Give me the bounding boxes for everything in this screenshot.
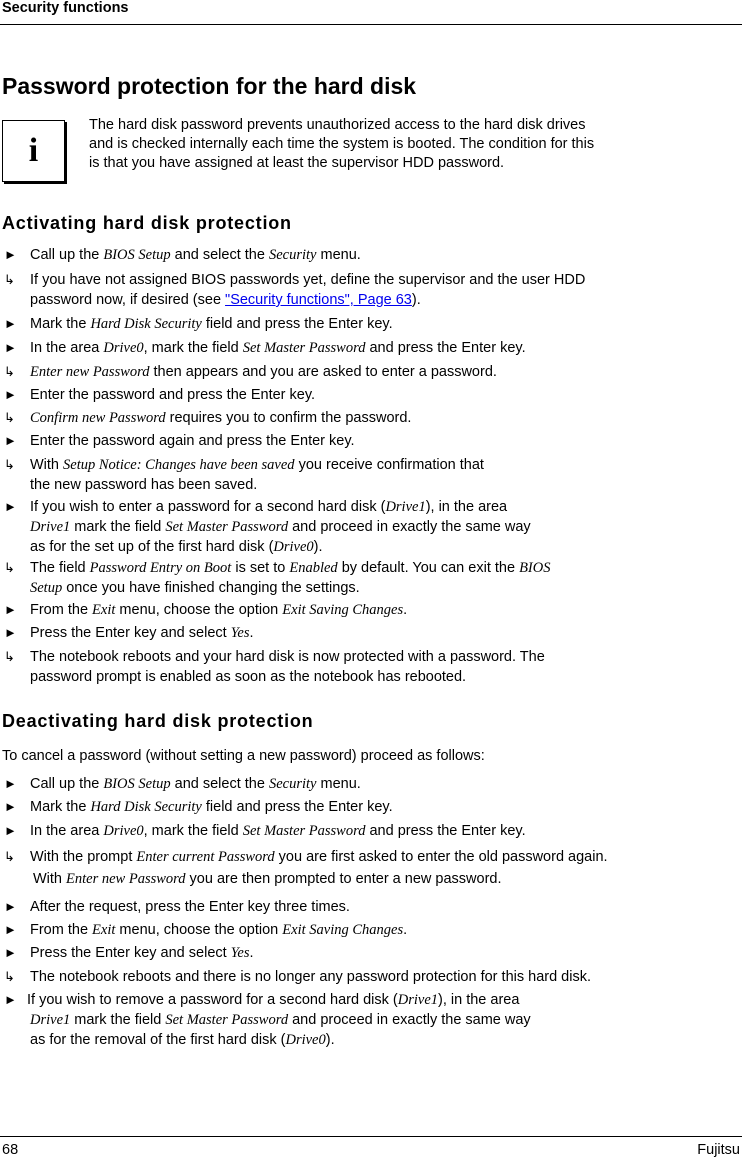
step-item: Mark the Hard Disk Security field and press the Enter key. xyxy=(30,799,393,815)
step-item: Call up the BIOS Setup and select the Security menu. xyxy=(30,247,361,263)
step-arrow-icon: ► xyxy=(4,387,17,402)
step-item: In the area Drive0, mark the field Set Master Password and press the Enter key. xyxy=(30,823,526,839)
result-arrow-icon: ↳ xyxy=(4,457,15,472)
step-arrow-icon: ► xyxy=(4,316,17,331)
info-text xyxy=(89,116,699,173)
step-arrow-icon: ► xyxy=(4,602,17,617)
step-arrow-icon: ► xyxy=(4,499,17,514)
footer-divider xyxy=(0,1136,742,1137)
step-arrow-icon: ► xyxy=(4,945,17,960)
step-arrow-icon: ► xyxy=(4,922,17,937)
step-item: Press the Enter key and select Yes. xyxy=(30,945,254,961)
result-arrow-icon: ↳ xyxy=(4,410,15,425)
step-arrow-icon: ► xyxy=(4,899,17,914)
section-heading-deactivating: Deactivating hard disk protection xyxy=(2,711,314,731)
step-arrow-icon: ► xyxy=(4,799,17,814)
step-item: Call up the BIOS Setup and select the Security menu. xyxy=(30,776,361,792)
result-item-continued: Setup once you have finished changing the settings. xyxy=(30,580,360,596)
result-arrow-icon: ↳ xyxy=(4,364,15,379)
page-number: 68 xyxy=(2,1142,19,1158)
result-item: With Setup Notice: Changes have been saved you receive confirmation that xyxy=(30,457,484,473)
result-item: Enter new Password then appears and you are asked to enter a password. xyxy=(30,364,497,380)
info-icon: i xyxy=(2,120,65,182)
step-item-continued: Drive1 mark the field Set Master Password and proceed in exactly the same way xyxy=(30,519,531,535)
page-title: Password protection for the hard disk xyxy=(2,73,417,99)
step-item: After the request, press the Enter key three times. xyxy=(30,899,350,915)
page-header-title: Security functions xyxy=(2,0,129,16)
footer-brand: Fujitsu xyxy=(697,1142,740,1158)
step-item: If you wish to enter a password for a second hard disk (Drive1), in the area xyxy=(30,499,508,515)
result-item: The field Password Entry on Boot is set to Enabled by default. You can exit the BIOS xyxy=(30,560,551,576)
step-arrow-icon: ► xyxy=(4,247,17,262)
step-item-continued: as for the removal of the first hard disk (Drive0). xyxy=(30,1032,335,1048)
result-item-continued: the new password has been saved. xyxy=(30,477,258,493)
step-item: Enter the password again and press the Enter key. xyxy=(30,433,355,449)
result-item: Confirm new Password requires you to confirm the password. xyxy=(30,410,412,426)
result-arrow-icon: ↳ xyxy=(4,560,15,575)
security-functions-link[interactable]: "Security functions", Page 63 xyxy=(225,292,412,308)
result-item-continued: password prompt is enabled as soon as the notebook has rebooted. xyxy=(30,669,467,685)
result-item: The notebook reboots and your hard disk is now protected with a password. The xyxy=(30,649,545,665)
step-arrow-icon: ► xyxy=(4,433,17,448)
result-item: If you have not assigned BIOS passwords yet, define the supervisor and the user HDD xyxy=(30,272,586,288)
result-item: The notebook reboots and there is no longer any password protection for this hard disk. xyxy=(30,969,591,985)
step-item: In the area Drive0, mark the field Set Master Password and press the Enter key. xyxy=(30,340,526,356)
result-item: With the prompt Enter current Password you are first asked to enter the old password again. xyxy=(30,849,608,865)
result-item-continued: With Enter new Password you are then prompted to enter a new password. xyxy=(33,871,502,887)
step-item: From the Exit menu, choose the option Exit Saving Changes. xyxy=(30,922,408,938)
step-arrow-icon: ► xyxy=(4,776,17,791)
step-arrow-icon: ► xyxy=(4,625,17,640)
step-item: Mark the Hard Disk Security field and press the Enter key. xyxy=(30,316,393,332)
result-arrow-icon: ↳ xyxy=(4,272,15,287)
result-arrow-icon: ↳ xyxy=(4,649,15,664)
info-line: and is checked internally each time the system is booted. The condition for this xyxy=(89,136,595,152)
step-item: From the Exit menu, choose the option Exit Saving Changes. xyxy=(30,602,408,618)
info-line: is that you have assigned at least the supervisor HDD password. xyxy=(89,155,505,171)
deactivating-intro: To cancel a password (without setting a new password) proceed as follows: xyxy=(2,748,485,764)
result-arrow-icon: ↳ xyxy=(4,849,15,864)
result-item-continued: password now, if desired (see "Security functions", Page 63). xyxy=(30,292,421,308)
section-heading-activating: Activating hard disk protection xyxy=(2,213,292,233)
step-item-continued: Drive1 mark the field Set Master Password and proceed in exactly the same way xyxy=(30,1012,531,1028)
info-line: The hard disk password prevents unauthorized access to the hard disk drives xyxy=(89,117,586,133)
result-arrow-icon: ↳ xyxy=(4,969,15,984)
header-divider xyxy=(0,24,742,25)
step-item: If you wish to remove a password for a second hard disk (Drive1), in the area xyxy=(27,992,520,1008)
step-item-continued: as for the set up of the first hard disk (Drive0). xyxy=(30,539,323,555)
step-arrow-icon: ► xyxy=(4,340,17,355)
step-item: Enter the password and press the Enter key. xyxy=(30,387,316,403)
step-arrow-icon: ► xyxy=(4,823,17,838)
step-arrow-icon: ► xyxy=(4,992,17,1007)
step-item: Press the Enter key and select Yes. xyxy=(30,625,254,641)
